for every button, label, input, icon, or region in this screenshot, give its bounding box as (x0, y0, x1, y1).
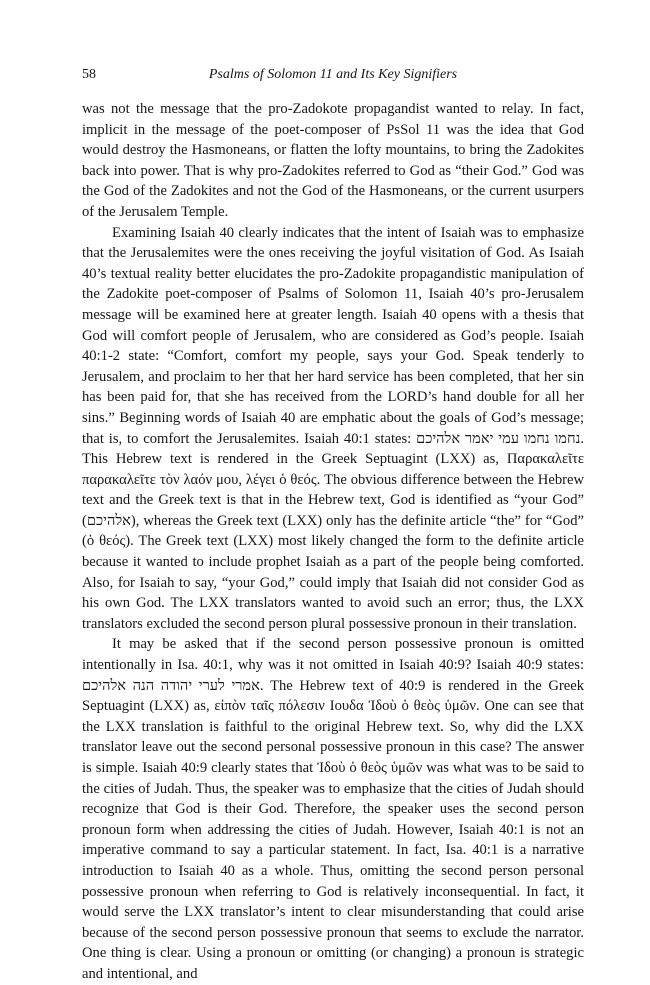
running-head (82, 66, 584, 88)
running-title: Psalms of Solomon 11 and Its Key Signifiers (208, 67, 458, 82)
body-text (82, 99, 584, 985)
paragraph-isaiah-40-analysis: Examining Isaiah 40 clearly indicates that the intent of Isaiah was to emphasize that the Jerusalemites were the ones receiving the joyful visitation of God. As Isaiah 40’s textual reality better elucidates the pro-Zadokite propagandistic manipulation of the Zadokite poet-composer of Psalms of Solomon 11, Isaiah 40’s pro-Jerusalem message will be examined here at greater length. Isaiah 40 opens with a thesis that God will comfort people of Jerusalem, who are considered as God’s people. Isaiah 40:1-2 state: “Comfort, comfort my people, says your God. Speak tenderly to Jerusalem, and proclaim to her that her hard service has been completed, that her sin has been paid for, that she has received from the LORD’s hand double for all her sins.” Beginning words of Isaiah 40 are emphatic about the goals of God’s message; that is, to comfort the Jerusalemites. Isaiah 40:1 states: ‏נחמו נחמו עמי יאמר אלהיכם‎. This Hebrew text is rendered in the Greek Septuagint (LXX) as, Παρακαλεῖτε παρακαλεῖτε τὸν λαόν μου, λέγει ὁ θεός. The obvious difference between the Hebrew text and the Greek text is that in the Hebrew text, God is identified as “your God” (‏אלהיכם‎), whereas the Greek text (LXX) only has the definite article “the” for “God” (ὁ θεός). The Greek text (LXX) most likely changed the form to the definite article because it wanted to include prophet Isaiah as a part of the people being comforted. Also, for Isaiah to say, “your God,” could imply that Isaiah did not consider God as his own God. The LXX translators wanted to avoid such an error; thus, the LXX translators excluded the second person plural possessive pronoun in their translation. (82, 224, 584, 632)
paragraph-isaiah-40-9-question: It may be asked that if the second person possessive pronoun is omitted intentionally in Isa. 40:1, why was it not omitted in Isaiah 40:9? Isaiah 40:9 states: ‏אמרי לערי יהודה הנה אלהיכם‎. The Hebrew text of 40:9 is rendered in the Greek Septuagint (LXX) as, εἰπὸν ταῖς πόλεσιν Ιουδα Ἰδοὺ ὁ θεὸς ὑμῶν. One can see that the LXX translation is faithful to the original Hebrew text. So, why did the LXX translator leave out the second personal possessive pronoun in this case? The answer is simple. Isaiah 40:9 clearly states that Ἰδοὺ ὁ θεὸς ὑμῶν was what was to be said to the cities of Judah. Thus, the speaker was to emphasize that the cities of Judah should recognize that God is their God. Therefore, the speaker uses the second person pronoun form when addressing the cities of Judah. However, Isaiah 40:1 is not an imperative command to say a particular statement. In fact, Isa. 40:1 is a narrative introduction to Isaiah 40 as a whole. Thus, omitting the second person personal possessive pronoun when referring to God is relatively inconsequential. In fact, it would serve the LXX translator’s intent to clear misunderstanding that could arise because of the second person possessive pronoun that seems to exclude the narrator. One thing is clear. Using a pronoun or omitting (or changing) a pronoun is strategic and intentional, and (82, 636, 584, 982)
paragraph-continuation: was not the message that the pro-Zadokote propagandist wanted to relay. In fact, implicit in the message of the poet-composer of PsSol 11 was the idea that God would destroy the Hasmoneans, or flatten the lofty mountains, to bring the Zadokites back into power. That is why pro-Zadokites referred to God as “their God.” God was the God of the Zadokites and not the God of the Hasmoneans, or the current usurpers of the Jerusalem Temple. (82, 101, 584, 220)
page-number: 58 (82, 67, 96, 82)
book-page (82, 66, 584, 985)
